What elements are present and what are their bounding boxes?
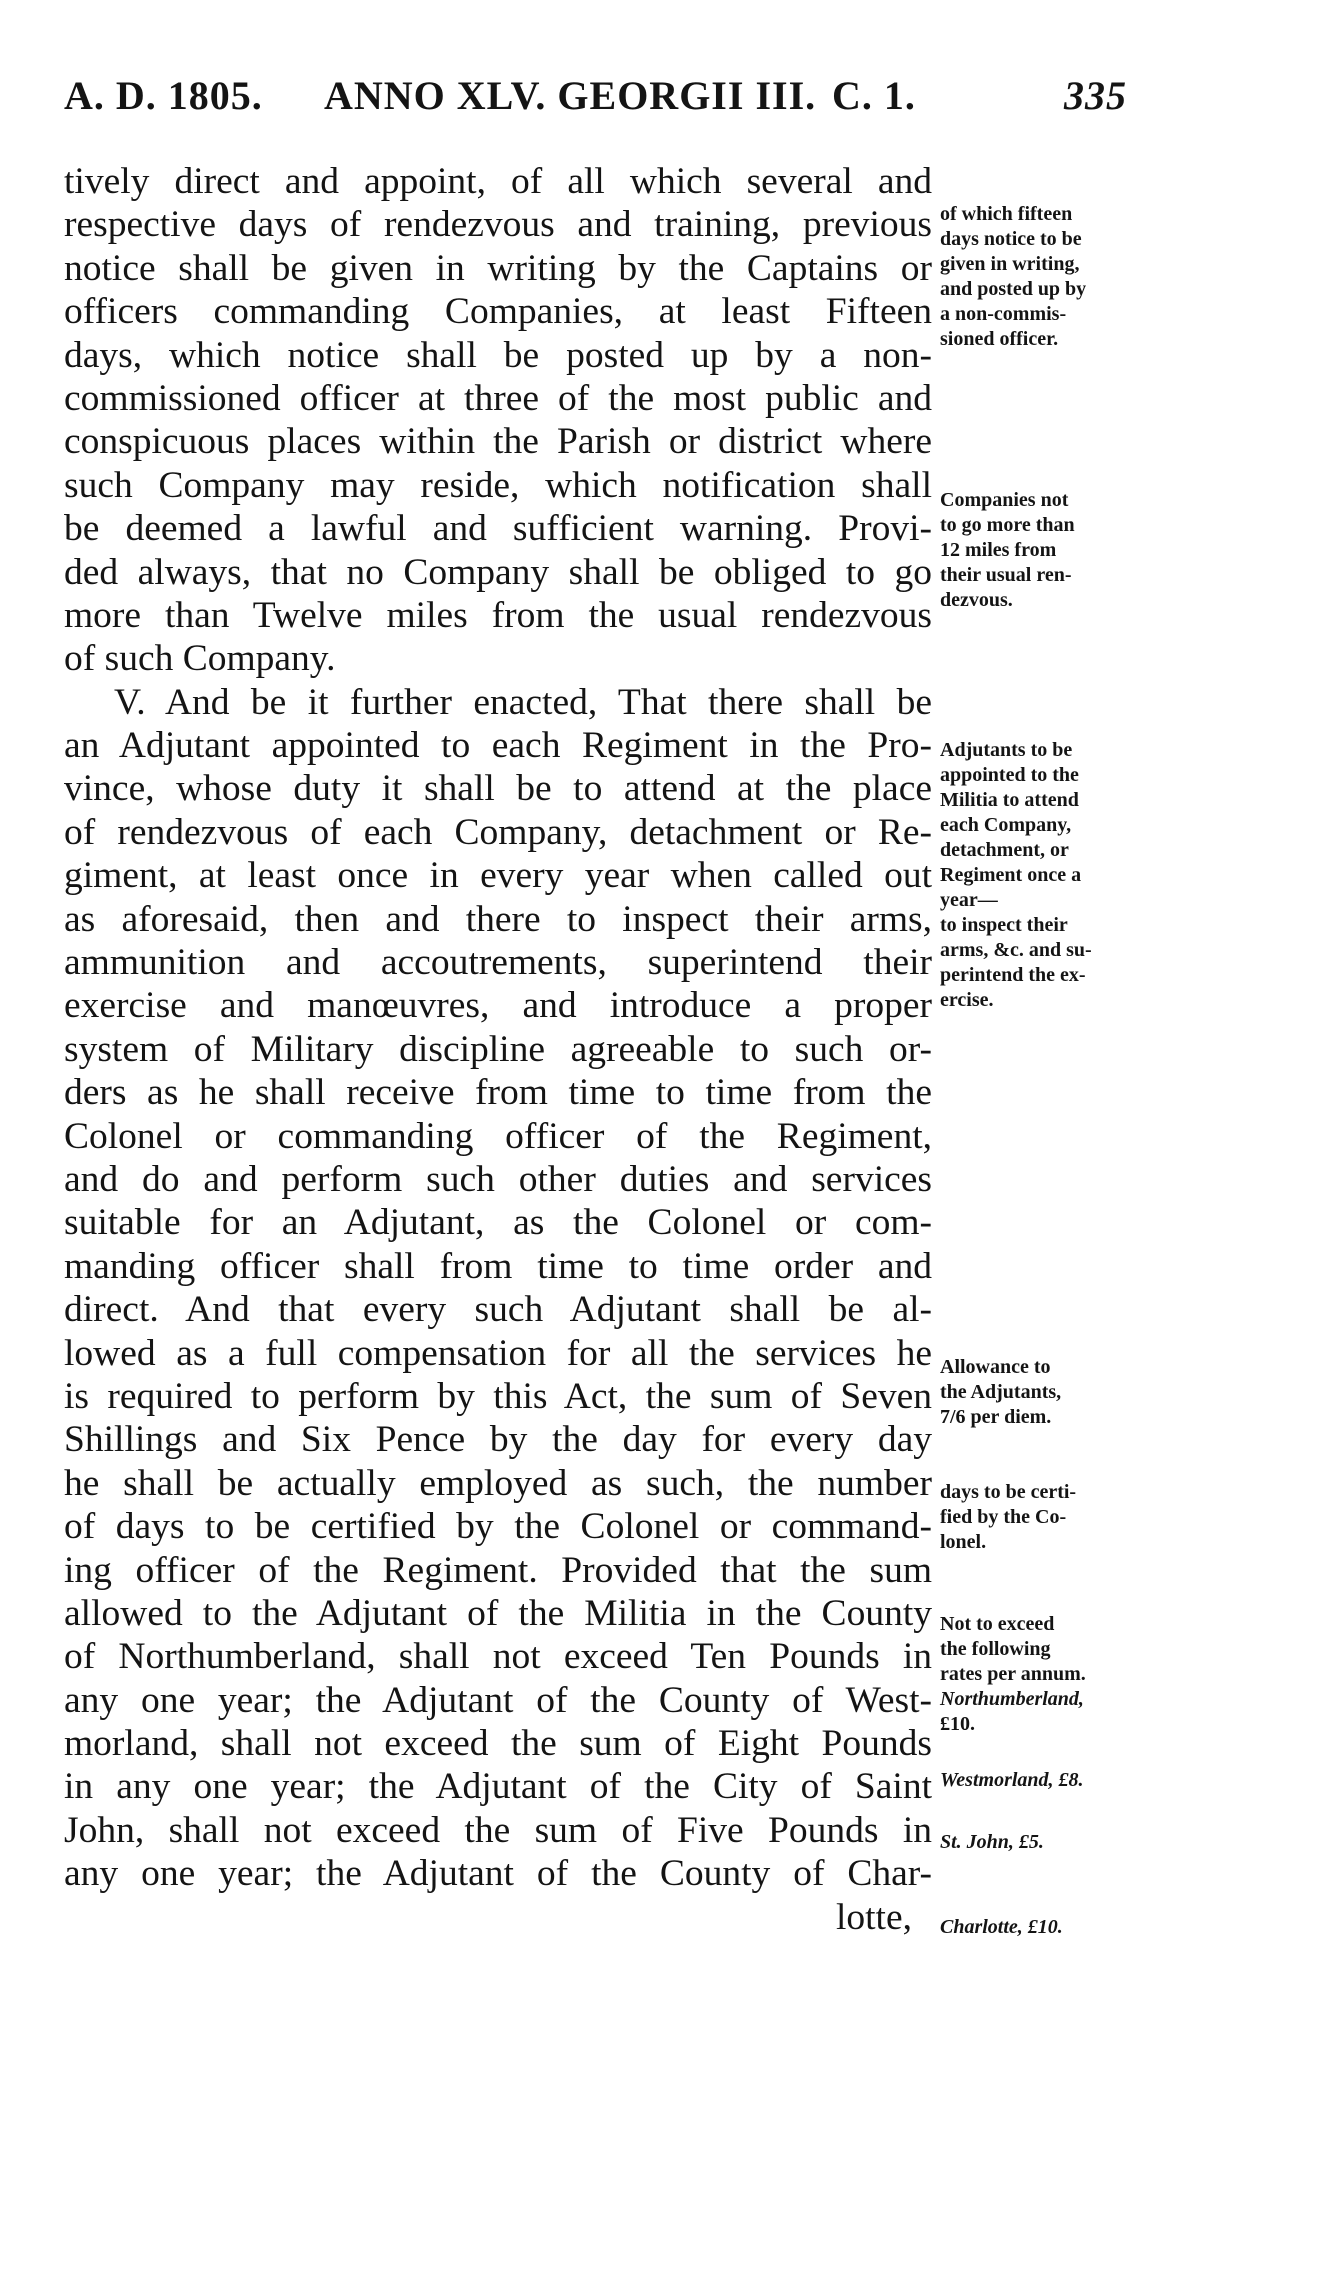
main-text-column [64, 160, 932, 1939]
text-line: notice shall be given in writing by the Captains or [64, 247, 932, 289]
text-line: be deemed a lawful and sufficient warning. Provi- [64, 508, 932, 550]
text-line: John, shall not exceed the sum of Five Pounds in [64, 1809, 932, 1851]
text-line: allowed to the Adjutant of the Militia in the County [64, 1592, 932, 1634]
margin-note-line: days notice to be [940, 228, 1082, 250]
text-line: exercise and manœuvres, and introduce a proper [64, 985, 932, 1027]
margin-note-line: days to be certi- [940, 1481, 1077, 1503]
text-line: ammunition and accoutrements, superintend their [64, 942, 932, 984]
margin-note-adjutants [940, 738, 1150, 1013]
margin-note-line: Companies not [940, 489, 1069, 511]
margin-note-line: detachment, or [940, 839, 1069, 861]
margin-note-line: £10. [940, 1713, 975, 1735]
margin-note-line: lonel. [940, 1531, 987, 1553]
text-line: Shillings and Six Pence by the day for every day [64, 1419, 932, 1461]
margin-note-line: Northumberland, [940, 1688, 1084, 1710]
margin-note-line: to go more than [940, 514, 1075, 536]
margin-note-certified [940, 1480, 1150, 1555]
margin-note-line: to inspect their [940, 914, 1068, 936]
text-line: of rendezvous of each Company, detachment or Re- [64, 811, 932, 853]
text-line: ing officer of the Regiment. Provided that the sum [64, 1549, 932, 1591]
margin-note-line: arms, &c. and su- [940, 939, 1092, 961]
text-line: days, which notice shall be posted up by a non- [64, 334, 932, 376]
text-line: of such Company. [64, 638, 336, 680]
margin-note-line: Regiment once a [940, 864, 1082, 886]
text-line: officers commanding Companies, at least Fifteen [64, 291, 932, 333]
text-line: of days to be certified by the Colonel or command- [64, 1506, 932, 1548]
margin-note-line: Adjutants to be [940, 739, 1073, 761]
margin-note-line: the following [940, 1638, 1051, 1660]
running-header [64, 72, 1144, 128]
margin-note-line: dezvous. [940, 589, 1013, 611]
text-line: of Northumberland, shall not exceed Ten Pounds in [64, 1636, 932, 1678]
margin-note-saint-john [940, 1830, 1150, 1855]
text-line: Colonel or commanding officer of the Regiment, [64, 1115, 932, 1157]
margin-note-line: given in writing, [940, 253, 1080, 275]
text-line: respective days of rendezvous and training, previous [64, 204, 932, 246]
margin-note-line: 12 miles from [940, 539, 1057, 561]
text-line: vince, whose duty it shall be to attend at the place [64, 768, 932, 810]
margin-note-line: Not to exceed [940, 1613, 1055, 1635]
text-line: ders as he shall receive from time to time from the [64, 1072, 932, 1114]
text-line: any one year; the Adjutant of the County of Char- [64, 1853, 932, 1895]
margin-note-line: ercise. [940, 989, 994, 1011]
catchword: lotte, [835, 1896, 912, 1938]
margin-note-line: appointed to the [940, 764, 1079, 786]
text-line: commissioned officer at three of the most public and [64, 377, 932, 419]
text-line: system of Military discipline agreeable to such or- [64, 1028, 932, 1070]
margin-note-line: perintend the ex- [940, 964, 1086, 986]
margin-note-line: year— [940, 889, 998, 911]
text-line: direct. And that every such Adjutant shall be al- [64, 1289, 932, 1331]
margin-note-line: sioned officer. [940, 328, 1059, 350]
section-v-start: V. And be it further enacted, That there shall be [114, 681, 932, 723]
text-line: such Company may reside, which notification shall [64, 464, 932, 506]
margin-note-line: Westmorland, £8. [940, 1769, 1084, 1791]
header-regnal-year: ANNO XLV. GEORGII III. [324, 73, 817, 118]
text-line: and do and perform such other duties and services [64, 1158, 932, 1200]
margin-note-line: Allowance to [940, 1356, 1051, 1378]
margin-note-line: the Adjutants, [940, 1381, 1062, 1403]
page-number: 335 [1064, 73, 1127, 118]
text-line: conspicuous places within the Parish or district where [64, 421, 932, 463]
text-line: as aforesaid, then and there to inspect their arms, [64, 898, 932, 940]
margin-note-notice [940, 202, 1150, 352]
margin-note-westmorland [940, 1768, 1150, 1793]
text-line: an Adjutant appointed to each Regiment in the Pro- [64, 725, 932, 767]
text-line: he shall be actually employed as such, the number [64, 1462, 932, 1504]
text-line: manding officer shall from time to time order and [64, 1245, 932, 1287]
text-line: lowed as a full compensation for all the services he [64, 1332, 932, 1374]
margin-note-line: 7/6 per diem. [940, 1406, 1052, 1428]
margin-note-line: each Company, [940, 814, 1072, 836]
margin-note-line: and posted up by [940, 278, 1087, 300]
margin-note-rates [940, 1612, 1150, 1737]
margin-note-line: Militia to attend [940, 789, 1079, 811]
text-line: giment, at least once in every year when called out [64, 855, 932, 897]
text-line: in any one year; the Adjutant of the City of Saint [64, 1766, 932, 1808]
margin-note-distance [940, 488, 1150, 613]
header-chapter: C. 1. [832, 73, 916, 118]
text-line: tively direct and appoint, of all which several and [64, 161, 932, 202]
text-line: is required to perform by this Act, the sum of Seven [64, 1375, 932, 1417]
header-year: A. D. 1805. [64, 73, 263, 118]
margin-note-charlotte [940, 1915, 1150, 1940]
text-line: morland, shall not exceed the sum of Eight Pounds [64, 1723, 932, 1765]
text-line: ded always, that no Company shall be obliged to go [64, 551, 932, 593]
margin-note-line: rates per annum. [940, 1663, 1086, 1685]
text-line: any one year; the Adjutant of the County of West- [64, 1679, 932, 1721]
margin-note-line: a non-commis- [940, 303, 1067, 325]
margin-note-line: their usual ren- [940, 564, 1072, 586]
margin-note-line: fied by the Co- [940, 1506, 1067, 1528]
margin-note-line: of which fifteen [940, 203, 1073, 225]
text-line: suitable for an Adjutant, as the Colonel or com- [64, 1202, 932, 1244]
margin-note-allowance [940, 1355, 1150, 1430]
text-line: more than Twelve miles from the usual rendezvous [64, 594, 932, 636]
margin-note-line: St. John, £5. [940, 1831, 1044, 1853]
margin-note-line: Charlotte, £10. [940, 1916, 1063, 1938]
